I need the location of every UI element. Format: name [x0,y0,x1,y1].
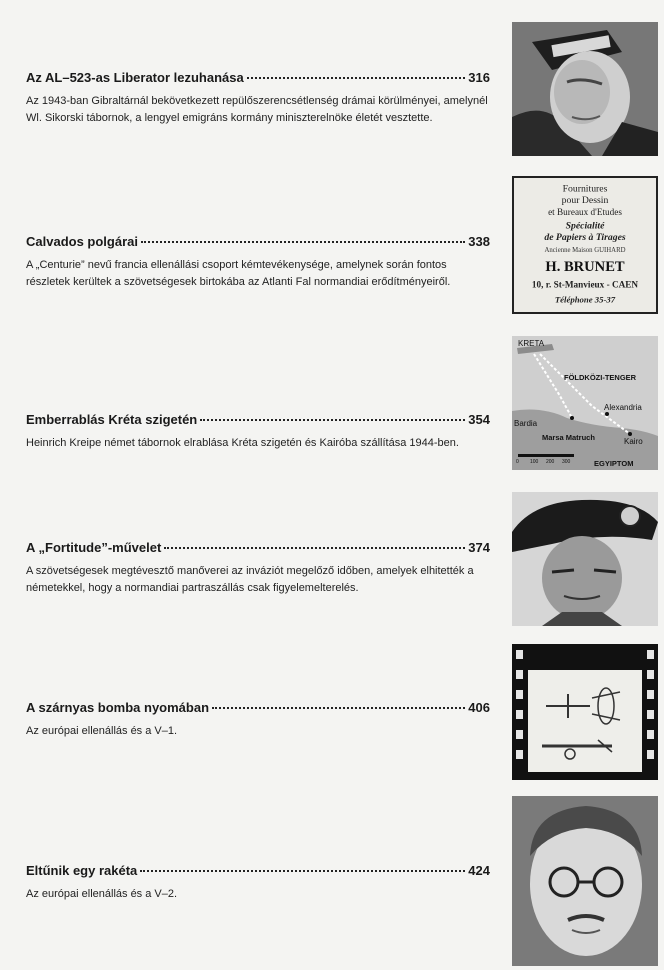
entry-description: A szövetségesek megtévesztő manőverei az inváziót megelőző időben, amelyek elhitették a németekkel, hogy a normandiai partraszállás csak figyelemelterelés. [26,565,474,594]
dot-leader [140,870,465,872]
sign-line-8: 10, r. St-Manvieux - CAEN [531,279,639,290]
toc-entry [26,863,490,903]
entry-page-number: 424 [468,863,490,878]
entry-heading [26,234,490,250]
entry-title: Calvados polgárai [26,234,138,249]
sign-line-1: Fournitures [562,183,608,195]
shop-sign-image [512,176,658,314]
toc-entry [26,234,490,291]
entry-description: A „Centurie” nevű francia ellenállási csoport kémtevékenysége, amelynek során fontos részletek kerültek a szövetségesek birtokába az Atlanti Fal normandiai erődítményeiről. [26,259,451,288]
toc-entry [26,700,490,740]
sign-line-5: de Papiers à Tirages [544,232,626,244]
dot-leader [212,707,465,709]
map-label-marsa: Marsa Matruch [542,433,595,442]
map-graphic [512,336,658,470]
map-scale-300: 300 [562,459,571,465]
sign-line-6: Ancienne Maison GUIHARD [544,246,626,254]
shop-sign-graphic [514,178,656,312]
photo-sikorski [512,22,658,156]
toc-entry [26,70,490,127]
entry-title: Az AL–523-as Liberator lezuhanása [26,70,244,85]
entry-page-number: 374 [468,540,490,555]
entry-description: Az európai ellenállás és a V–2. [26,888,178,900]
entry-description: Az európai ellenállás és a V–1. [26,725,178,737]
portrait-glasses-image [512,796,658,966]
map-label-egypt: EGYIPTOM [594,459,634,468]
entry-title: Eltűnik egy rakéta [26,863,138,878]
toc-entry [26,412,490,452]
dot-leader [200,419,465,421]
entry-page-number: 406 [468,700,490,715]
film-strip-graphic [512,644,658,780]
sign-line-4: Spécialité [565,220,605,232]
map-crete-egypt [512,336,658,470]
dot-leader [247,77,466,79]
toc-entry [26,540,490,597]
photo-montgomery [512,492,658,626]
dot-leader [164,547,465,549]
entry-heading [26,70,490,86]
film-v1-blueprint [512,644,658,780]
entry-title: A „Fortitude”-művelet [26,540,162,555]
photo-man-glasses [512,796,658,966]
map-label-alexandria: Alexandria [604,403,642,412]
portrait-officer-image [512,22,658,156]
map-scale-bar [518,454,574,457]
map-label-kairo: Kairo [624,437,643,446]
entry-description: Heinrich Kreipe német tábornok elrablása Kréta szigetén és Kairóba szállítása 1944-ben. [26,437,459,449]
map-scale-100: 100 [530,459,539,465]
map-label-sea: FÖLDKÖZI-TENGER [564,373,637,382]
map-scale-200: 200 [546,459,555,465]
entry-page-number: 354 [468,412,490,427]
sign-line-9: Téléphone 35-37 [554,294,616,305]
map-scale-0: 0 [516,459,519,465]
entry-title: Emberrablás Kréta szigetén [26,412,198,427]
sign-line-3: et Bureaux d'Etudes [548,206,622,217]
map-label-kreta: KRETA [518,339,545,348]
entry-page-number: 316 [468,70,490,85]
sign-line-2: pour Dessin [561,195,609,207]
portrait-beret-image [512,492,658,626]
entry-heading [26,540,490,556]
entry-page-number: 338 [468,234,490,249]
entry-heading [26,412,490,428]
dot-leader [141,241,465,243]
entry-title: A szárnyas bomba nyomában [26,700,210,715]
map-label-bardia: Bardia [514,419,538,428]
entry-heading [26,700,490,716]
entry-heading [26,863,490,879]
sign-line-7: H. BRUNET [545,259,625,276]
entry-description: Az 1943-ban Gibraltárnál bekövetkezett repülőszerencsétlenség drámai körülményei, amelynél Wl. Sikorski tábornok, a lengyel emigráns kormány miniszterelnöke életét vesztette. [26,95,488,124]
